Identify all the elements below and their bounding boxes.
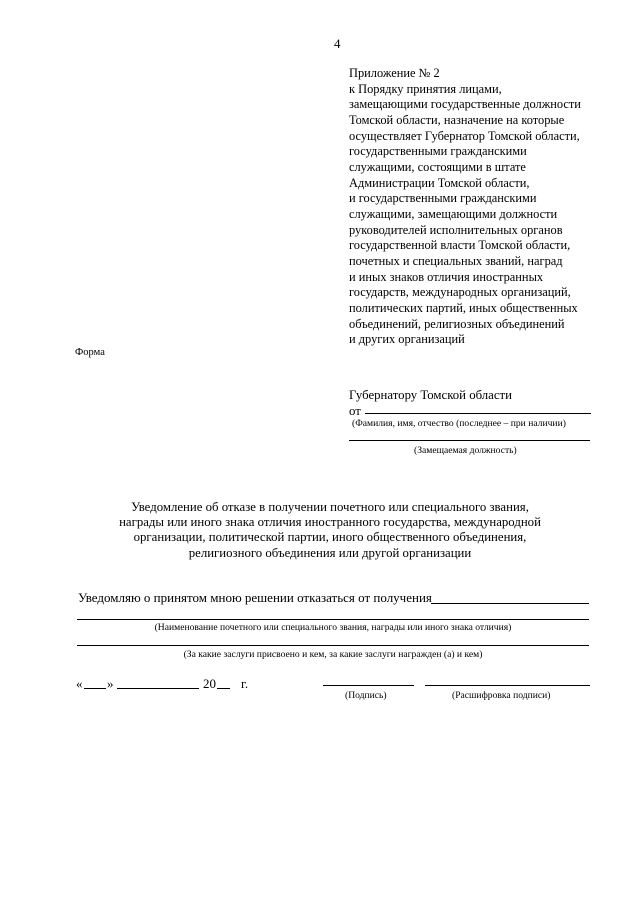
appendix-line: замещающими государственные должности <box>349 97 581 112</box>
title-line: организации, политической партии, иного общественного объединения, <box>133 530 527 545</box>
signature-line[interactable] <box>323 685 414 686</box>
notification-title <box>60 500 600 561</box>
appendix-line: государств, международных организаций, <box>349 285 571 300</box>
date-day-line[interactable] <box>84 688 106 689</box>
appendix-line: к Порядку принятия лицами, <box>349 81 502 96</box>
signature-decode-line[interactable] <box>425 685 590 686</box>
appendix-line: почетных и специальных званий, наград <box>349 253 563 268</box>
appendix-line: государственными гражданскими <box>349 144 527 159</box>
appendix-line: политических партий, иных общественных <box>349 300 578 315</box>
title-line: награды или иного знака отличия иностранного государства, международной <box>119 515 541 530</box>
signature-caption: (Подпись) <box>345 690 387 701</box>
award-line-part1[interactable] <box>431 603 511 604</box>
appendix-line: Приложение № 2 <box>349 66 440 80</box>
appendix-line: служащими, состоящими в штате <box>349 159 526 174</box>
date-year-suffix: г. <box>241 676 249 691</box>
form-label: Форма <box>75 347 105 358</box>
title-line: религиозного объединения или другой организации <box>188 545 472 560</box>
addressee-to: Губернатору Томской области <box>349 388 512 402</box>
appendix-line: осуществляет Губернатор Томской области, <box>349 128 580 143</box>
award-line-part2[interactable] <box>511 603 589 604</box>
appendix-line: государственной власти Томской области, <box>349 238 571 253</box>
date-close-quote: » <box>107 676 114 691</box>
date-open-quote: « <box>76 676 83 691</box>
merit-line[interactable] <box>77 645 589 646</box>
appendix-block <box>349 66 581 348</box>
appendix-line: Томской области, назначение на которые <box>349 112 565 127</box>
from-label: от <box>349 404 361 418</box>
appendix-line: и иных знаков отличия иностранных <box>349 269 544 284</box>
appendix-line: и других организаций <box>349 332 465 347</box>
appendix-line: объединений, религиозных объединений <box>349 316 565 331</box>
page-number: 4 <box>334 36 341 51</box>
date-year-prefix: 20 <box>203 676 216 691</box>
name-caption: (Фамилия, имя, отчество (последнее – при наличии) <box>352 418 566 429</box>
date-year-line[interactable] <box>217 688 230 689</box>
award-name-line[interactable] <box>77 619 589 620</box>
appendix-line: служащими, замещающими должности <box>349 206 558 221</box>
title-line: Уведомление об отказе в получении почетного или специального звания, <box>131 500 529 514</box>
date-month-line[interactable] <box>117 688 199 689</box>
signature-decode-caption: (Расшифровка подписи) <box>452 690 551 701</box>
appendix-line: и государственными гражданскими <box>349 191 537 206</box>
position-line[interactable] <box>349 440 590 441</box>
position-caption: (Замещаемая должность) <box>414 445 517 456</box>
from-name-line-right[interactable] <box>489 413 591 414</box>
notify-text: Уведомляю о принятом мною решении отказаться от получения <box>78 590 432 605</box>
award-caption: (Наименование почетного или специального звания, награды или иного знака отличия) <box>154 622 512 633</box>
from-name-line-left[interactable] <box>365 413 489 414</box>
merit-caption: (За какие заслуги присвоено и кем, за какие заслуги награжден (а) и кем) <box>183 649 483 660</box>
appendix-line: Администрации Томской области, <box>349 175 530 190</box>
appendix-line: руководителей исполнительных органов <box>349 222 563 237</box>
